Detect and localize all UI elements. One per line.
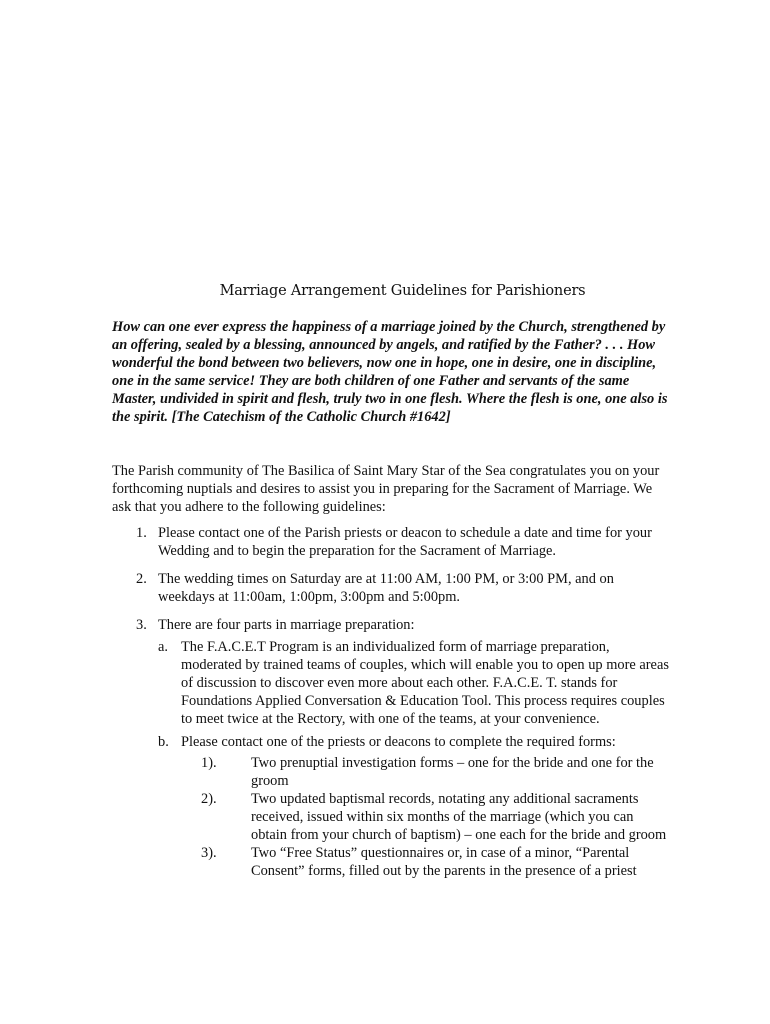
guideline-item	[112, 570, 672, 606]
guideline-item	[112, 524, 672, 560]
form-item-text: Two updated baptismal records, notating any additional sacraments received, issued within six months of the marriage (which you can obtain from your church of baptism) – one each for the bride and groom	[251, 791, 667, 843]
intro-paragraph: The Parish community of The Basilica of Saint Mary Star of the Sea congratulates you on your forthcoming nuptials and desires to assist you in preparing for the Sacrament of Marriage. We ask that you adhere to the following guidelines:	[112, 463, 660, 515]
form-item-number: 1).	[201, 755, 217, 771]
guideline-item	[112, 616, 672, 880]
item-number: 3.	[136, 617, 147, 633]
form-item-number: 3).	[201, 845, 217, 861]
form-item-number: 2).	[201, 791, 217, 807]
form-item	[181, 754, 672, 790]
document-title: Marriage Arrangement Guidelines for Parishioners	[219, 283, 586, 299]
item-number: 1.	[136, 525, 147, 541]
sub-item-text: The F.A.C.E.T Program is an individualized form of marriage preparation, moderated by trained teams of couples, which will enable you to open up more areas of discussion to discover even more about each other. F.A.C.E. T. stands for Foundations Applied Conversation & Education Tool. This process requires couples to meet twice at the Rectory, with one of the teams, at your convenience.	[181, 639, 669, 727]
form-item-text: Two “Free Status” questionnaires or, in case of a minor, “Parental Consent” forms, filled out by the parents in the presence of a priest	[251, 845, 637, 879]
sub-item-letter: a.	[158, 639, 168, 655]
item-number: 2.	[136, 571, 147, 587]
sub-item-text: Please contact one of the priests or deacons to complete the required forms:	[181, 734, 616, 750]
catechism-quote: How can one ever express the happiness of a marriage joined by the Church, strengthened by an offering, sealed by a blessing, announced by angels, and ratified by the Father? . . . How wonderful the bond between two believers, now one in hope, one in desire, one in discipline, one in the same service! They are both children of one Father and servants of the same Master, undivided in spirit and flesh, truly two in one flesh. Where the flesh is one, one also is the spirit. [The Catechism of the Catholic Church #1642]	[112, 319, 668, 425]
sub-item	[158, 733, 672, 880]
guidelines-list	[112, 524, 672, 890]
preparation-parts-list	[158, 638, 672, 880]
required-forms-list	[181, 754, 672, 880]
sub-item-letter: b.	[158, 734, 169, 750]
sub-item	[158, 638, 672, 728]
item-text: There are four parts in marriage preparation:	[158, 617, 415, 633]
item-text: The wedding times on Saturday are at 11:00 AM, 1:00 PM, or 3:00 PM, and on weekdays at 11:00am, 1:00pm, 3:00pm and 5:00pm.	[158, 571, 614, 605]
item-text: Please contact one of the Parish priests or deacon to schedule a date and time for your Wedding and to begin the preparation for the Sacrament of Marriage.	[158, 525, 652, 559]
form-item	[181, 790, 672, 844]
form-item	[181, 844, 672, 880]
form-item-text: Two prenuptial investigation forms – one for the bride and one for the groom	[251, 755, 654, 789]
